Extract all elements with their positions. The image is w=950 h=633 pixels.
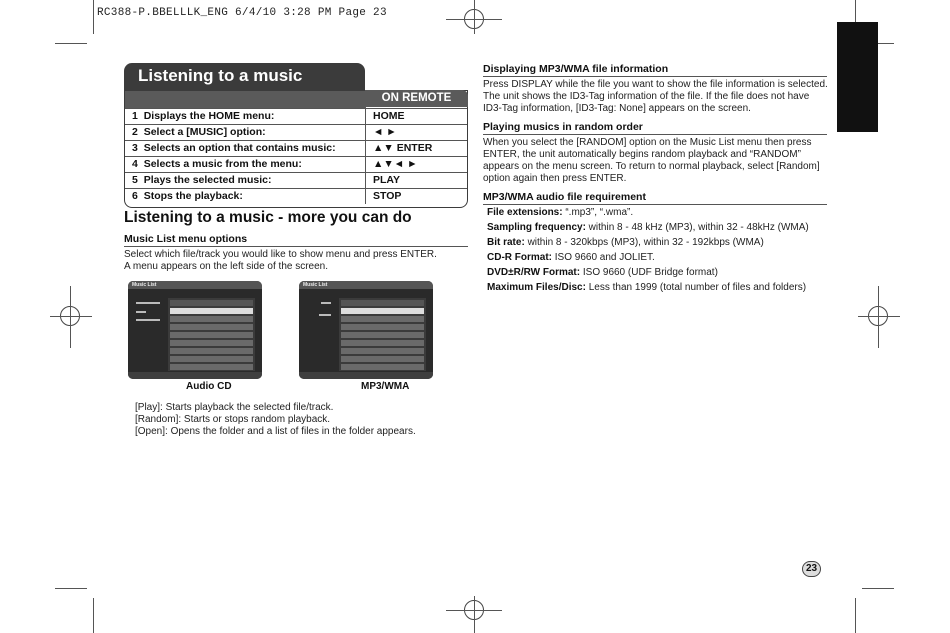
step-number: 4 xyxy=(132,158,138,170)
crop-mark xyxy=(474,596,475,633)
list-item xyxy=(341,332,424,338)
list-item xyxy=(341,300,424,306)
requirement-value: ISO 9660 and JOLIET. xyxy=(552,252,655,263)
table-row xyxy=(125,140,467,156)
table-row xyxy=(125,156,467,172)
step-number: 1 xyxy=(132,110,138,122)
step-text: Plays the selected music: xyxy=(143,174,272,186)
crop-mark xyxy=(858,316,900,317)
step-key: STOP xyxy=(373,190,402,202)
crop-mark xyxy=(93,598,94,633)
list-item xyxy=(170,364,253,370)
display-info-heading: Displaying MP3/WMA file information xyxy=(483,63,669,75)
music-list-line: Select which file/track you would like to show menu and press ENTER. xyxy=(124,249,437,260)
crop-mark xyxy=(55,43,87,44)
heading-rule xyxy=(483,76,827,77)
list-item xyxy=(170,308,253,314)
requirement-label: DVD±R/RW Format: xyxy=(487,267,581,278)
step-number: 5 xyxy=(132,174,138,186)
requirement-item xyxy=(487,207,633,218)
list-item xyxy=(341,340,424,346)
random-line: ENTER, the unit automatically begins random playback and “RANDOM” xyxy=(483,149,801,160)
step-key: ◄ ► xyxy=(373,126,397,138)
list-item xyxy=(341,348,424,354)
table-row xyxy=(125,108,467,124)
caption-mp3-wma: MP3/WMA xyxy=(361,381,410,392)
crop-mark xyxy=(855,598,856,633)
screen-title: Music List xyxy=(132,282,157,288)
screen-title-bar xyxy=(299,281,433,289)
requirement-label: Bit rate: xyxy=(487,237,525,248)
random-line: appears on the menu screen. To return to normal playback, select [Random] xyxy=(483,161,820,172)
option-note: [Play]: Starts playback the selected file/track. xyxy=(135,402,334,413)
list-item xyxy=(341,356,424,362)
crop-mark xyxy=(862,588,894,589)
remote-header: ON REMOTE xyxy=(365,90,468,107)
requirement-value: Less than 1999 (total number of files and folders) xyxy=(585,282,807,293)
screen-title-bar xyxy=(128,281,262,289)
display-info-line: Press DISPLAY while the file you want to show the file information is selected. xyxy=(483,79,828,90)
requirements-heading: MP3/WMA audio file requirement xyxy=(483,191,646,203)
screen-folder-list xyxy=(339,298,426,371)
more-title: Listening to a music - more you can do xyxy=(124,209,412,226)
step-number: 3 xyxy=(132,142,138,154)
random-line: option again then press ENTER. xyxy=(483,173,627,184)
requirement-label: Sampling frequency: xyxy=(487,222,586,233)
random-line: When you select the [RANDOM] option on the Music List menu then press xyxy=(483,137,812,148)
display-info-line: ID3-Tag information, [ID3-Tag: None] appears on the screen. xyxy=(483,103,751,114)
list-item xyxy=(341,316,424,322)
heading-rule xyxy=(124,246,468,247)
requirement-value: “.mp3”, “.wma”. xyxy=(562,207,634,218)
crop-mark xyxy=(70,286,71,348)
table-header-band xyxy=(125,91,366,108)
music-list-heading: Music List menu options xyxy=(124,233,248,245)
list-item xyxy=(170,332,253,338)
list-item xyxy=(170,356,253,362)
display-info-line: The unit shows the ID3-Tag information of the file. If the file does not have xyxy=(483,91,810,102)
step-key: HOME xyxy=(373,110,405,122)
requirement-value: ISO 9660 (UDF Bridge format) xyxy=(580,267,718,278)
screen-footer xyxy=(128,372,262,379)
list-item xyxy=(341,324,424,330)
step-number: 2 xyxy=(132,126,138,138)
screen-title: Music List xyxy=(303,282,328,288)
list-item xyxy=(341,308,424,314)
crop-mark xyxy=(50,316,92,317)
step-key: ▲▼◄ ► xyxy=(373,158,418,170)
section-title: Listening to a music xyxy=(124,63,365,90)
step-text: Displays the HOME menu: xyxy=(143,110,275,122)
requirement-value: within 8 - 320kbps (MP3), within 32 - 192kbps (WMA) xyxy=(524,237,764,248)
screen-side-info xyxy=(136,302,160,322)
step-key: PLAY xyxy=(373,174,401,186)
screen-footer xyxy=(299,372,433,379)
requirement-label: CD-R Format: xyxy=(487,252,552,263)
requirement-item xyxy=(487,267,718,278)
requirement-item xyxy=(487,237,764,248)
page-number: 23 xyxy=(802,561,821,577)
requirement-item xyxy=(487,282,806,293)
screen-side-info xyxy=(307,302,331,322)
table-row xyxy=(125,172,467,188)
table-row xyxy=(125,124,467,140)
table-row xyxy=(125,188,467,204)
requirement-label: File extensions: xyxy=(487,207,563,218)
music-list-line: A menu appears on the left side of the screen. xyxy=(124,261,329,272)
list-item xyxy=(170,316,253,322)
list-item xyxy=(170,300,253,306)
random-heading: Playing musics in random order xyxy=(483,121,643,133)
requirement-item xyxy=(487,252,655,263)
step-text: Selects a music from the menu: xyxy=(143,158,302,170)
step-number: 6 xyxy=(132,190,138,202)
step-key: ▲▼ ENTER xyxy=(373,142,433,154)
step-text: Selects an option that contains music: xyxy=(143,142,336,154)
caption-audio-cd: Audio CD xyxy=(186,381,232,392)
print-header: RC388-P.BBELLLK_ENG 6/4/10 3:28 PM Page 23 xyxy=(97,7,387,19)
requirement-item xyxy=(487,222,809,233)
requirement-value: within 8 - 48 kHz (MP3), within 32 - 48kHz (WMA) xyxy=(585,222,809,233)
section-tab xyxy=(837,22,878,132)
crop-mark xyxy=(93,0,94,34)
list-item xyxy=(341,364,424,370)
heading-rule xyxy=(483,134,827,135)
screen-track-list xyxy=(168,298,255,371)
crop-mark xyxy=(878,286,879,348)
step-text: Select a [MUSIC] option: xyxy=(143,126,266,138)
crop-mark xyxy=(55,588,87,589)
list-item xyxy=(170,324,253,330)
steps-table xyxy=(124,90,468,208)
mp3-wma-screenshot xyxy=(299,281,433,379)
audio-cd-screenshot xyxy=(128,281,262,379)
option-note: [Open]: Opens the folder and a list of files in the folder appears. xyxy=(135,426,416,437)
list-item xyxy=(170,348,253,354)
requirement-label: Maximum Files/Disc: xyxy=(487,282,586,293)
list-item xyxy=(170,340,253,346)
crop-mark xyxy=(474,0,475,34)
heading-rule xyxy=(483,204,827,205)
step-text: Stops the playback: xyxy=(143,190,243,202)
option-note: [Random]: Starts or stops random playback. xyxy=(135,414,331,425)
